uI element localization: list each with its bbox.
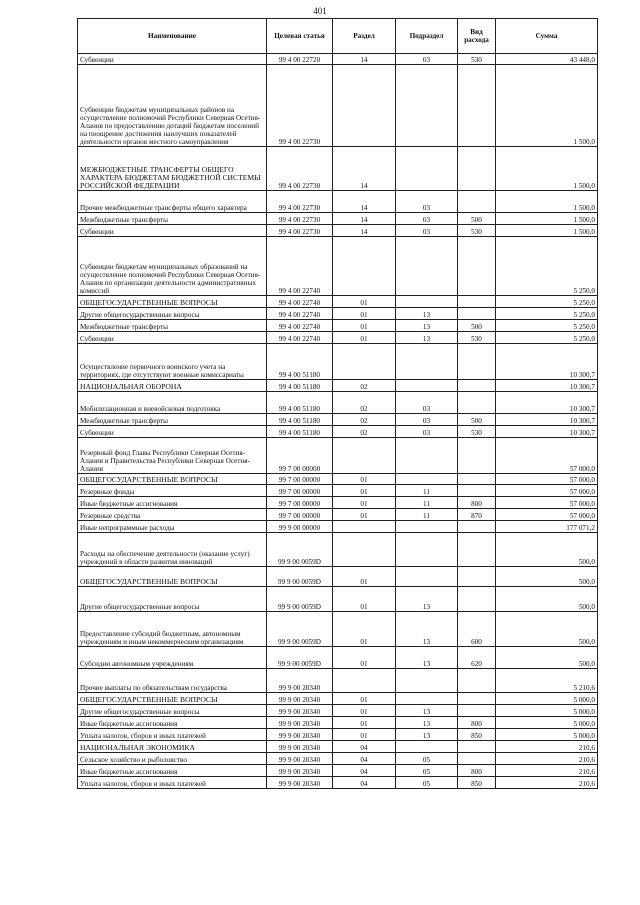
- row-target-code: 99 7 00 00000: [267, 485, 333, 497]
- table-row: [78, 426, 598, 438]
- row-amount: 5 250,0: [496, 308, 598, 320]
- row-subsection: 13: [396, 587, 458, 612]
- row-section: 01: [333, 320, 396, 332]
- table-row: [78, 54, 598, 65]
- row-section: 14: [333, 54, 396, 65]
- row-name: Уплата налогов, сборов и иных платежей: [78, 777, 267, 789]
- table-row: [78, 191, 598, 213]
- table-row: [78, 669, 598, 693]
- row-subsection: 13: [396, 308, 458, 320]
- row-subsection: 13: [396, 332, 458, 344]
- row-subsection: [396, 533, 458, 567]
- row-subsection: 13: [396, 717, 458, 729]
- row-name: ОБЩЕГОСУДАРСТВЕННЫЕ ВОПРОСЫ: [78, 474, 267, 485]
- row-section: 14: [333, 213, 396, 225]
- row-name: Иные бюджетные ассигнования: [78, 765, 267, 777]
- row-amount: 177 071,2: [496, 521, 598, 533]
- table-row: [78, 225, 598, 237]
- row-section: 04: [333, 753, 396, 765]
- row-expense-type: 500: [458, 414, 496, 426]
- header-section: Раздел: [333, 19, 396, 54]
- row-expense-type: [458, 587, 496, 612]
- row-expense-type: 850: [458, 729, 496, 741]
- row-name: МЕЖБЮДЖЕТНЫЕ ТРАНСФЕРТЫ ОБЩЕГО ХАРАКТЕРА БЮДЖЕТАМ БЮДЖЕТНОЙ СИСТЕМЫ РОССИЙСКОЙ ФЕДЕРАЦИИ: [78, 147, 267, 191]
- row-target-code: 99 4 00 22740: [267, 296, 333, 308]
- row-amount: 1 500,0: [496, 225, 598, 237]
- row-target-code: 99 9 00 20340: [267, 741, 333, 753]
- row-section: 01: [333, 567, 396, 587]
- row-expense-type: [458, 741, 496, 753]
- row-amount: 1 500,0: [496, 147, 598, 191]
- row-section: 04: [333, 765, 396, 777]
- row-name: Иные непрограммные расходы: [78, 521, 267, 533]
- row-amount: 5 210,6: [496, 669, 598, 693]
- row-amount: 210,6: [496, 765, 598, 777]
- row-expense-type: 870: [458, 509, 496, 521]
- row-subsection: [396, 669, 458, 693]
- row-section: 01: [333, 497, 396, 509]
- row-subsection: [396, 344, 458, 380]
- row-target-code: 99 4 00 22720: [267, 54, 333, 65]
- row-amount: 500,0: [496, 533, 598, 567]
- row-amount: 5 250,0: [496, 296, 598, 308]
- row-target-code: 99 4 00 51180: [267, 380, 333, 392]
- row-expense-type: 620: [458, 647, 496, 669]
- table-row: [78, 647, 598, 669]
- row-target-code: 99 9 00 20340: [267, 693, 333, 705]
- row-expense-type: [458, 693, 496, 705]
- row-subsection: 11: [396, 485, 458, 497]
- row-name: Прочие выплаты по обязательствам государства: [78, 669, 267, 693]
- row-expense-type: [458, 521, 496, 533]
- row-target-code: 99 9 00 20340: [267, 705, 333, 717]
- row-name: Резервный фонд Главы Республики Северная Осетия-Алания и Правительства Республики Северная Осетия-Алания: [78, 438, 267, 474]
- row-section: 01: [333, 509, 396, 521]
- row-target-code: 99 4 00 22740: [267, 320, 333, 332]
- row-target-code: 99 9 00 00000: [267, 521, 333, 533]
- row-expense-type: 800: [458, 765, 496, 777]
- row-name: Прочие межбюджетные трансферты общего характера: [78, 191, 267, 213]
- row-name: Субвенции бюджетам муниципальных образований на осуществление полномочий Республики Северная Осетия-Алания по организации деятельности административных комиссий: [78, 237, 267, 296]
- row-target-code: 99 4 00 22730: [267, 65, 333, 147]
- row-amount: 57 000,0: [496, 474, 598, 485]
- row-amount: 210,6: [496, 753, 598, 765]
- table-header: [78, 19, 598, 54]
- row-target-code: 99 4 00 51180: [267, 344, 333, 380]
- row-section: [333, 65, 396, 147]
- row-amount: 10 300,7: [496, 344, 598, 380]
- table-row: [78, 213, 598, 225]
- row-subsection: [396, 296, 458, 308]
- row-name: Субвенции бюджетам муниципальных районов на осуществление полномочий Республики Северная Осетия-Алания по предоставлению дотаций бюджетам поселений на поощрение достижения наилучших показателей деятельности органов местного самоуправления: [78, 65, 267, 147]
- row-subsection: 13: [396, 729, 458, 741]
- row-expense-type: 500: [458, 213, 496, 225]
- row-amount: 5 000,0: [496, 717, 598, 729]
- table-row: [78, 705, 598, 717]
- row-amount: 57 000,0: [496, 497, 598, 509]
- table-row: [78, 729, 598, 741]
- row-target-code: 99 9 00 0059D: [267, 587, 333, 612]
- row-subsection: 13: [396, 320, 458, 332]
- row-section: 01: [333, 332, 396, 344]
- row-subsection: 05: [396, 777, 458, 789]
- row-expense-type: [458, 669, 496, 693]
- row-subsection: [396, 567, 458, 587]
- row-expense-type: [458, 344, 496, 380]
- row-target-code: 99 9 00 20340: [267, 729, 333, 741]
- row-name: Субвенции: [78, 54, 267, 65]
- header-expense-type: Вид расхода: [458, 19, 496, 54]
- table-row: [78, 533, 598, 567]
- row-target-code: 99 4 00 22740: [267, 332, 333, 344]
- table-row: [78, 693, 598, 705]
- row-section: [333, 344, 396, 380]
- header-name: Наименование: [78, 19, 267, 54]
- row-section: 02: [333, 380, 396, 392]
- row-name: Межбюджетные трансферты: [78, 414, 267, 426]
- row-amount: 10 300,7: [496, 392, 598, 414]
- table-row: [78, 741, 598, 753]
- row-section: [333, 521, 396, 533]
- row-target-code: 99 9 00 20340: [267, 753, 333, 765]
- row-expense-type: [458, 308, 496, 320]
- row-subsection: 11: [396, 509, 458, 521]
- row-section: 04: [333, 777, 396, 789]
- row-subsection: 03: [396, 414, 458, 426]
- row-name: Субвенции: [78, 332, 267, 344]
- row-expense-type: [458, 485, 496, 497]
- table-row: [78, 320, 598, 332]
- table-row: [78, 344, 598, 380]
- row-expense-type: [458, 296, 496, 308]
- row-amount: 57 000,0: [496, 485, 598, 497]
- row-target-code: 99 4 00 22730: [267, 147, 333, 191]
- row-section: 01: [333, 485, 396, 497]
- table-row: [78, 717, 598, 729]
- row-subsection: [396, 474, 458, 485]
- row-name: Другие общегосударственные вопросы: [78, 705, 267, 717]
- table-row: [78, 587, 598, 612]
- row-amount: 210,6: [496, 741, 598, 753]
- row-section: [333, 438, 396, 474]
- row-target-code: 99 9 00 0059D: [267, 612, 333, 647]
- row-expense-type: 850: [458, 777, 496, 789]
- row-section: 04: [333, 741, 396, 753]
- row-section: 14: [333, 191, 396, 213]
- row-name: Межбюджетные трансферты: [78, 320, 267, 332]
- row-amount: 57 000,0: [496, 509, 598, 521]
- row-target-code: 99 9 00 20340: [267, 777, 333, 789]
- table-row: [78, 296, 598, 308]
- row-name: Иные бюджетные ассигнования: [78, 497, 267, 509]
- row-amount: 500,0: [496, 567, 598, 587]
- table-row: [78, 392, 598, 414]
- table-row: [78, 497, 598, 509]
- row-target-code: 99 4 00 22730: [267, 225, 333, 237]
- row-subsection: [396, 65, 458, 147]
- row-name: Иные бюджетные ассигнования: [78, 717, 267, 729]
- header-code: Целевая статья: [267, 19, 333, 54]
- table-row: [78, 777, 598, 789]
- row-target-code: 99 7 00 00000: [267, 474, 333, 485]
- row-section: [333, 533, 396, 567]
- row-section: 01: [333, 474, 396, 485]
- row-expense-type: [458, 380, 496, 392]
- row-section: 02: [333, 414, 396, 426]
- row-subsection: [396, 438, 458, 474]
- table-row: [78, 753, 598, 765]
- row-expense-type: [458, 705, 496, 717]
- row-section: 14: [333, 147, 396, 191]
- row-subsection: [396, 693, 458, 705]
- row-subsection: 03: [396, 54, 458, 65]
- row-amount: 5 250,0: [496, 332, 598, 344]
- row-expense-type: [458, 65, 496, 147]
- table-row: [78, 308, 598, 320]
- row-target-code: 99 4 00 22730: [267, 213, 333, 225]
- row-amount: 500,0: [496, 587, 598, 612]
- row-name: ОБЩЕГОСУДАРСТВЕННЫЕ ВОПРОСЫ: [78, 567, 267, 587]
- row-name: НАЦИОНАЛЬНАЯ ЭКОНОМИКА: [78, 741, 267, 753]
- table-row: [78, 414, 598, 426]
- row-expense-type: [458, 753, 496, 765]
- row-expense-type: [458, 533, 496, 567]
- row-target-code: 99 7 00 00000: [267, 497, 333, 509]
- table-row: [78, 765, 598, 777]
- row-expense-type: [458, 567, 496, 587]
- row-name: Резервные средства: [78, 509, 267, 521]
- row-amount: 10 300,7: [496, 426, 598, 438]
- row-target-code: 99 9 00 20340: [267, 765, 333, 777]
- row-amount: 10 300,7: [496, 414, 598, 426]
- row-subsection: [396, 237, 458, 296]
- row-expense-type: 530: [458, 54, 496, 65]
- table-row: [78, 485, 598, 497]
- row-section: 01: [333, 717, 396, 729]
- row-section: 01: [333, 647, 396, 669]
- row-subsection: 03: [396, 392, 458, 414]
- row-subsection: 13: [396, 612, 458, 647]
- row-section: 14: [333, 225, 396, 237]
- row-expense-type: [458, 147, 496, 191]
- row-subsection: [396, 147, 458, 191]
- row-amount: 5 000,0: [496, 693, 598, 705]
- row-subsection: 05: [396, 753, 458, 765]
- row-target-code: 99 9 00 0059D: [267, 647, 333, 669]
- row-section: 01: [333, 612, 396, 647]
- row-subsection: 05: [396, 765, 458, 777]
- row-name: Уплата налогов, сборов и иных платежей: [78, 729, 267, 741]
- row-target-code: 99 4 00 51180: [267, 392, 333, 414]
- table-row: [78, 147, 598, 191]
- table-row: [78, 438, 598, 474]
- row-section: [333, 237, 396, 296]
- row-expense-type: [458, 392, 496, 414]
- table-row: [78, 332, 598, 344]
- row-section: 01: [333, 587, 396, 612]
- row-subsection: 03: [396, 426, 458, 438]
- row-amount: 500,0: [496, 647, 598, 669]
- row-name: Расходы на обеспечение деятельности (оказание услуг) учреждений в области развития инноваций: [78, 533, 267, 567]
- row-amount: 5 000,0: [496, 705, 598, 717]
- table-row: [78, 65, 598, 147]
- row-expense-type: 800: [458, 497, 496, 509]
- row-expense-type: 500: [458, 320, 496, 332]
- row-subsection: [396, 741, 458, 753]
- row-name: Субсидии автономным учреждениям: [78, 647, 267, 669]
- row-amount: 210,6: [496, 777, 598, 789]
- row-expense-type: [458, 474, 496, 485]
- row-subsection: 13: [396, 705, 458, 717]
- table-row: [78, 474, 598, 485]
- row-target-code: 99 9 00 20340: [267, 717, 333, 729]
- row-subsection: 03: [396, 191, 458, 213]
- table-body: [78, 54, 598, 789]
- row-section: 01: [333, 308, 396, 320]
- row-section: [333, 669, 396, 693]
- row-subsection: 13: [396, 647, 458, 669]
- table-row: [78, 380, 598, 392]
- header-amount: Сумма: [496, 19, 598, 54]
- row-expense-type: [458, 438, 496, 474]
- row-amount: 1 500,0: [496, 213, 598, 225]
- row-expense-type: 600: [458, 612, 496, 647]
- row-name: Межбюджетные трансферты: [78, 213, 267, 225]
- row-name: Предоставление субсидий бюджетным, автономным учреждениям и иным некоммерческим организациям: [78, 612, 267, 647]
- row-expense-type: [458, 237, 496, 296]
- row-amount: 500,0: [496, 612, 598, 647]
- row-name: НАЦИОНАЛЬНАЯ ОБОРОНА: [78, 380, 267, 392]
- row-target-code: 99 9 00 20340: [267, 669, 333, 693]
- table-row: [78, 237, 598, 296]
- row-target-code: 99 4 00 22730: [267, 191, 333, 213]
- row-target-code: 99 7 00 00000: [267, 438, 333, 474]
- row-name: Осуществление первичного воинского учета на территориях, где отсутствуют военные комиссариаты: [78, 344, 267, 380]
- row-name: Мобилизационная и вневойсковая подготовка: [78, 392, 267, 414]
- row-name: ОБЩЕГОСУДАРСТВЕННЫЕ ВОПРОСЫ: [78, 693, 267, 705]
- row-subsection: [396, 380, 458, 392]
- row-name: Сельское хозяйство и рыболовство: [78, 753, 267, 765]
- row-target-code: 99 4 00 22740: [267, 308, 333, 320]
- row-amount: 5 000,0: [496, 729, 598, 741]
- budget-table: [77, 18, 598, 789]
- row-subsection: 03: [396, 213, 458, 225]
- row-expense-type: 530: [458, 332, 496, 344]
- row-section: 02: [333, 392, 396, 414]
- row-name: Другие общегосударственные вопросы: [78, 587, 267, 612]
- row-amount: 1 500,0: [496, 191, 598, 213]
- row-section: 01: [333, 729, 396, 741]
- row-name: Субвенции: [78, 225, 267, 237]
- table-row: [78, 612, 598, 647]
- row-expense-type: 530: [458, 426, 496, 438]
- row-amount: 43 448,0: [496, 54, 598, 65]
- row-target-code: 99 4 00 51180: [267, 426, 333, 438]
- row-amount: 5 250,0: [496, 237, 598, 296]
- row-section: 02: [333, 426, 396, 438]
- header-subsection: Подраздел: [396, 19, 458, 54]
- row-amount: 10 300,7: [496, 380, 598, 392]
- page-number: 401: [313, 6, 327, 16]
- row-name: Резервные фонды: [78, 485, 267, 497]
- row-subsection: 11: [396, 497, 458, 509]
- row-target-code: 99 7 00 00000: [267, 509, 333, 521]
- row-amount: 5 250,0: [496, 320, 598, 332]
- row-section: 01: [333, 296, 396, 308]
- row-target-code: 99 9 00 0059D: [267, 533, 333, 567]
- row-subsection: 03: [396, 225, 458, 237]
- table-row: [78, 509, 598, 521]
- table-row: [78, 567, 598, 587]
- row-name: ОБЩЕГОСУДАРСТВЕННЫЕ ВОПРОСЫ: [78, 296, 267, 308]
- row-expense-type: 800: [458, 717, 496, 729]
- row-expense-type: 530: [458, 225, 496, 237]
- row-section: 01: [333, 705, 396, 717]
- row-target-code: 99 4 00 22740: [267, 237, 333, 296]
- row-amount: 1 500,0: [496, 65, 598, 147]
- row-amount: 57 000,0: [496, 438, 598, 474]
- row-name: Субвенции: [78, 426, 267, 438]
- row-target-code: 99 9 00 0059D: [267, 567, 333, 587]
- row-section: 01: [333, 693, 396, 705]
- row-expense-type: [458, 191, 496, 213]
- table-row: [78, 521, 598, 533]
- row-target-code: 99 4 00 51180: [267, 414, 333, 426]
- row-name: Другие общегосударственные вопросы: [78, 308, 267, 320]
- row-subsection: [396, 521, 458, 533]
